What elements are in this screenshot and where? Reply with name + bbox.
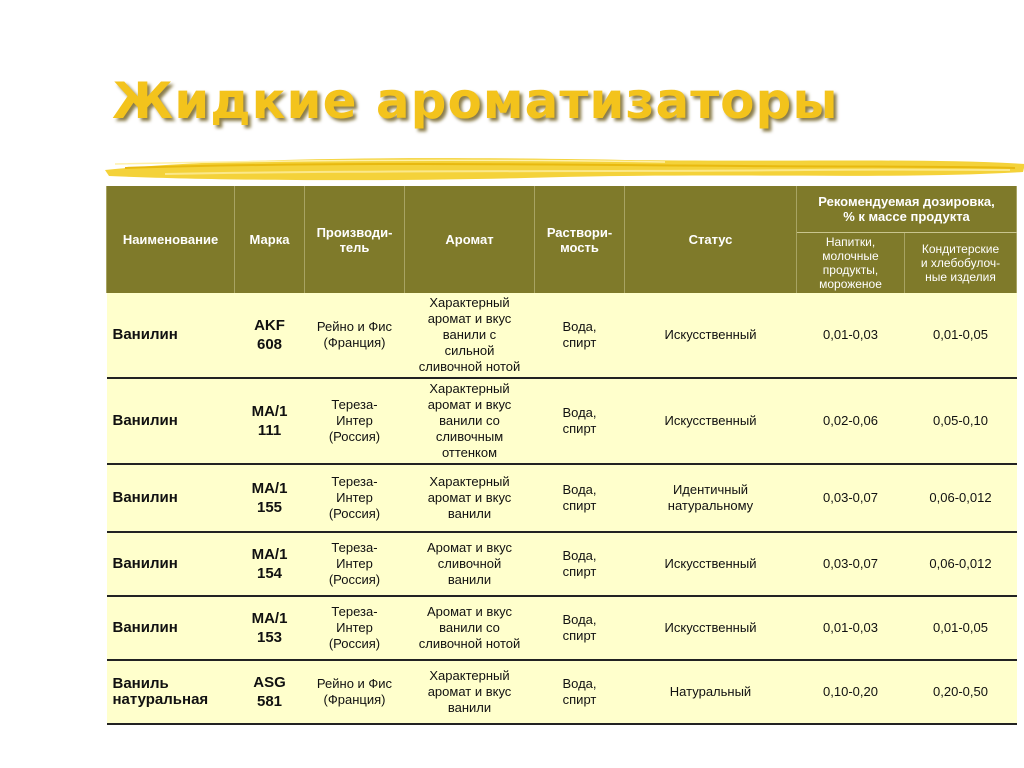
- flavorings-table: [106, 186, 1017, 725]
- cell-aroma: Характерный аромат и вкус ванили с сильной сливочной нотой: [405, 293, 535, 378]
- cell-name: Ванилин: [107, 293, 235, 378]
- cell-brand: МА/1 154: [235, 532, 305, 596]
- cell-dosage-confectionery: 0,06-0,012: [905, 532, 1017, 596]
- table-row: [107, 378, 1017, 464]
- cell-solubility: Вода, спирт: [535, 532, 625, 596]
- cell-brand: ASG 581: [235, 660, 305, 724]
- cell-aroma: Характерный аромат и вкус ванили со сливочным оттенком: [405, 378, 535, 464]
- cell-brand: AKF 608: [235, 293, 305, 378]
- cell-status: Искусственный: [625, 293, 797, 378]
- yellow-brush-stroke: [105, 150, 1024, 184]
- cell-status: Идентичный натуральному: [625, 464, 797, 532]
- cell-aroma: Характерный аромат и вкус ванили: [405, 660, 535, 724]
- cell-dosage-confectionery: 0,20-0,50: [905, 660, 1017, 724]
- header-manufacturer: Производи- тель: [305, 186, 405, 293]
- header-aroma: Аромат: [405, 186, 535, 293]
- cell-aroma: Аромат и вкус сливочной ванили: [405, 532, 535, 596]
- page-title: Жидкие ароматизаторы: [112, 72, 839, 130]
- cell-dosage-drinks: 0,02-0,06: [797, 378, 905, 464]
- cell-dosage-confectionery: 0,05-0,10: [905, 378, 1017, 464]
- cell-name: Ванилин: [107, 596, 235, 660]
- cell-manufacturer: Тереза- Интер (Россия): [305, 596, 405, 660]
- header-name: Наименование: [107, 186, 235, 293]
- cell-dosage-confectionery: 0,01-0,05: [905, 293, 1017, 378]
- cell-dosage-confectionery: 0,06-0,012: [905, 464, 1017, 532]
- cell-status: Искусственный: [625, 378, 797, 464]
- table-row: [107, 596, 1017, 660]
- cell-solubility: Вода, спирт: [535, 464, 625, 532]
- table-row: [107, 293, 1017, 378]
- cell-dosage-drinks: 0,03-0,07: [797, 464, 905, 532]
- cell-manufacturer: Рейно и Фис (Франция): [305, 293, 405, 378]
- cell-dosage-confectionery: 0,01-0,05: [905, 596, 1017, 660]
- table-row: [107, 532, 1017, 596]
- cell-manufacturer: Рейно и Фис (Франция): [305, 660, 405, 724]
- cell-dosage-drinks: 0,03-0,07: [797, 532, 905, 596]
- cell-status: Искусственный: [625, 596, 797, 660]
- cell-solubility: Вода, спирт: [535, 378, 625, 464]
- header-dosage: Рекомендуемая дозировка, % к массе продукта: [797, 186, 1017, 233]
- table-row: [107, 660, 1017, 724]
- cell-solubility: Вода, спирт: [535, 596, 625, 660]
- header-dosage-confectionery: Кондитерские и хлебобулоч- ные изделия: [905, 233, 1017, 294]
- cell-dosage-drinks: 0,01-0,03: [797, 596, 905, 660]
- header-dosage-drinks: Напитки, молочные продукты, мороженое: [797, 233, 905, 294]
- cell-brand: МА/1 155: [235, 464, 305, 532]
- cell-dosage-drinks: 0,10-0,20: [797, 660, 905, 724]
- header-solubility: Раствори- мость: [535, 186, 625, 293]
- cell-status: Натуральный: [625, 660, 797, 724]
- header-status: Статус: [625, 186, 797, 293]
- cell-name: Ванилин: [107, 378, 235, 464]
- header-brand: Марка: [235, 186, 305, 293]
- cell-brand: МА/1 111: [235, 378, 305, 464]
- cell-manufacturer: Тереза- Интер (Россия): [305, 378, 405, 464]
- cell-name: Ваниль натуральная: [107, 660, 235, 724]
- cell-manufacturer: Тереза- Интер (Россия): [305, 464, 405, 532]
- cell-status: Искусственный: [625, 532, 797, 596]
- cell-name: Ванилин: [107, 464, 235, 532]
- cell-aroma: Аромат и вкус ванили со сливочной нотой: [405, 596, 535, 660]
- cell-name: Ванилин: [107, 532, 235, 596]
- cell-solubility: Вода, спирт: [535, 660, 625, 724]
- table-row: [107, 464, 1017, 532]
- cell-solubility: Вода, спирт: [535, 293, 625, 378]
- cell-dosage-drinks: 0,01-0,03: [797, 293, 905, 378]
- cell-manufacturer: Тереза- Интер (Россия): [305, 532, 405, 596]
- cell-brand: МА/1 153: [235, 596, 305, 660]
- cell-aroma: Характерный аромат и вкус ванили: [405, 464, 535, 532]
